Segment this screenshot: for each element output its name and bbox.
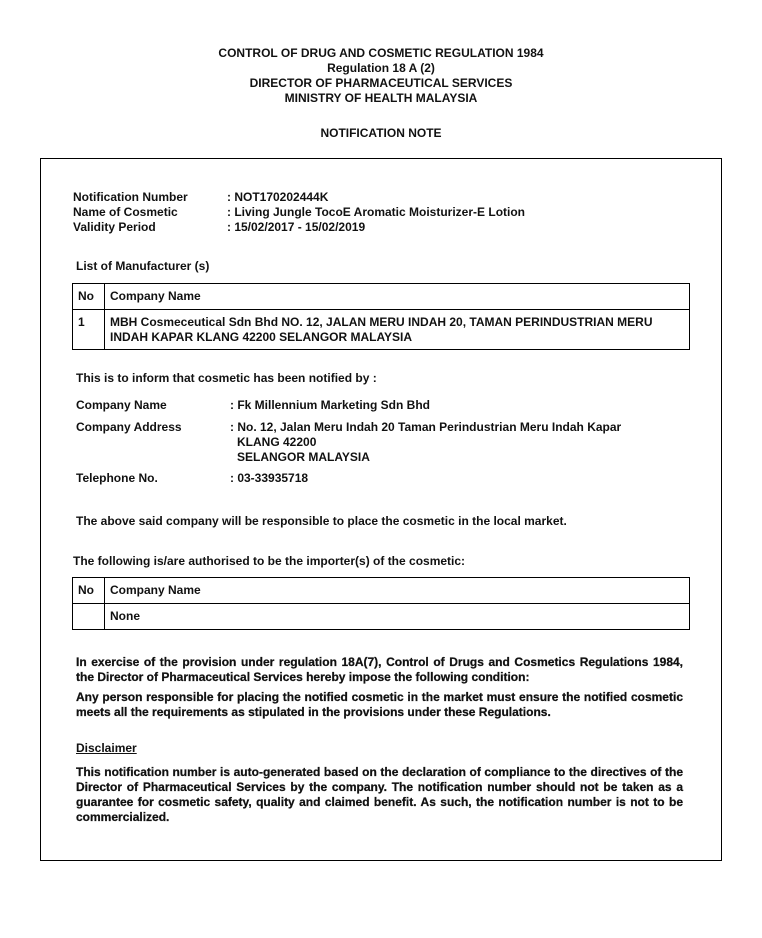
column-header-no: No bbox=[73, 284, 105, 310]
telephone-label: Telephone No. bbox=[76, 471, 158, 485]
table-header-row bbox=[73, 578, 690, 604]
disclaimer-heading: Disclaimer bbox=[76, 741, 137, 755]
column-header-company-name: Company Name bbox=[105, 578, 690, 604]
manufacturer-line-2: INDAH KAPAR KLANG 42200 SELANGOR MALAYSIA bbox=[110, 330, 413, 344]
importer-name: None bbox=[105, 604, 690, 630]
importer-no bbox=[73, 604, 105, 630]
regulation-title: CONTROL OF DRUG AND COSMETIC REGULATION 1984 bbox=[218, 46, 544, 60]
company-name-value: : Fk Millennium Marketing Sdn Bhd bbox=[230, 398, 431, 412]
requirement-paragraph: Any person responsible for placing the notified cosmetic in the market must ensure the notified cosmetic meets all the requirements as stipulated in the provisions under these Regulations. bbox=[76, 690, 683, 719]
notification-number-value: : NOT170202444K bbox=[227, 190, 329, 204]
importers-table bbox=[72, 577, 690, 630]
company-address-line-3: SELANGOR MALAYSIA bbox=[237, 450, 370, 464]
manufacturers-heading: List of Manufacturer (s) bbox=[76, 259, 210, 273]
table-header-row bbox=[73, 284, 690, 310]
validity-period-value: : 15/02/2017 - 15/02/2019 bbox=[227, 220, 366, 234]
provision-paragraph: In exercise of the provision under regulation 18A(7), Control of Drugs and Cosmetics Regulations 1984, the Director of Pharmaceutical Services hereby impose the following condition: bbox=[76, 655, 683, 684]
document-header bbox=[0, 46, 762, 106]
column-header-no: No bbox=[73, 578, 105, 604]
disclaimer-text: This notification number is auto-generated based on the declaration of compliance to the directives of the Director of Pharmaceutical Services by the company. The notification number should not be taken as a guarantee for cosmetic safety, quality and claimed benefit. As such, the notification number is not to be commercialized. bbox=[76, 765, 683, 824]
manufacturer-cell bbox=[105, 310, 690, 350]
ministry-title: MINISTRY OF HEALTH MALAYSIA bbox=[284, 91, 478, 105]
importers-heading: The following is/are authorised to be the importer(s) of the cosmetic: bbox=[73, 554, 466, 568]
table-row bbox=[73, 310, 690, 350]
telephone-value: : 03-33935718 bbox=[230, 471, 309, 485]
notifier-intro: This is to inform that cosmetic has been notified by : bbox=[76, 371, 377, 385]
manufacturers-table bbox=[72, 283, 690, 350]
cosmetic-name-label: Name of Cosmetic bbox=[73, 205, 178, 219]
manufacturer-line-1: MBH Cosmeceutical Sdn Bhd NO. 12, JALAN MERU INDAH 20, TAMAN PERINDUSTRIAN MERU bbox=[110, 315, 653, 329]
validity-period-label: Validity Period bbox=[73, 220, 156, 234]
page-title: NOTIFICATION NOTE bbox=[320, 126, 442, 140]
company-address-label: Company Address bbox=[76, 420, 182, 434]
company-address-line-1: : No. 12, Jalan Meru Indah 20 Taman Perindustrian Meru Indah Kapar bbox=[230, 420, 622, 434]
regulation-number: Regulation 18 A (2) bbox=[327, 61, 435, 75]
manufacturer-no: 1 bbox=[73, 310, 105, 350]
table-row bbox=[73, 604, 690, 630]
company-name-label: Company Name bbox=[76, 398, 167, 412]
notification-number-label: Notification Number bbox=[73, 190, 188, 204]
company-address-line-2: KLANG 42200 bbox=[237, 435, 317, 449]
director-title: DIRECTOR OF PHARMACEUTICAL SERVICES bbox=[249, 76, 513, 90]
column-header-company-name: Company Name bbox=[105, 284, 690, 310]
responsibility-statement: The above said company will be responsible to place the cosmetic in the local market. bbox=[76, 514, 567, 528]
cosmetic-name-value: : Living Jungle TocoE Aromatic Moisturizer-E Lotion bbox=[227, 205, 526, 219]
